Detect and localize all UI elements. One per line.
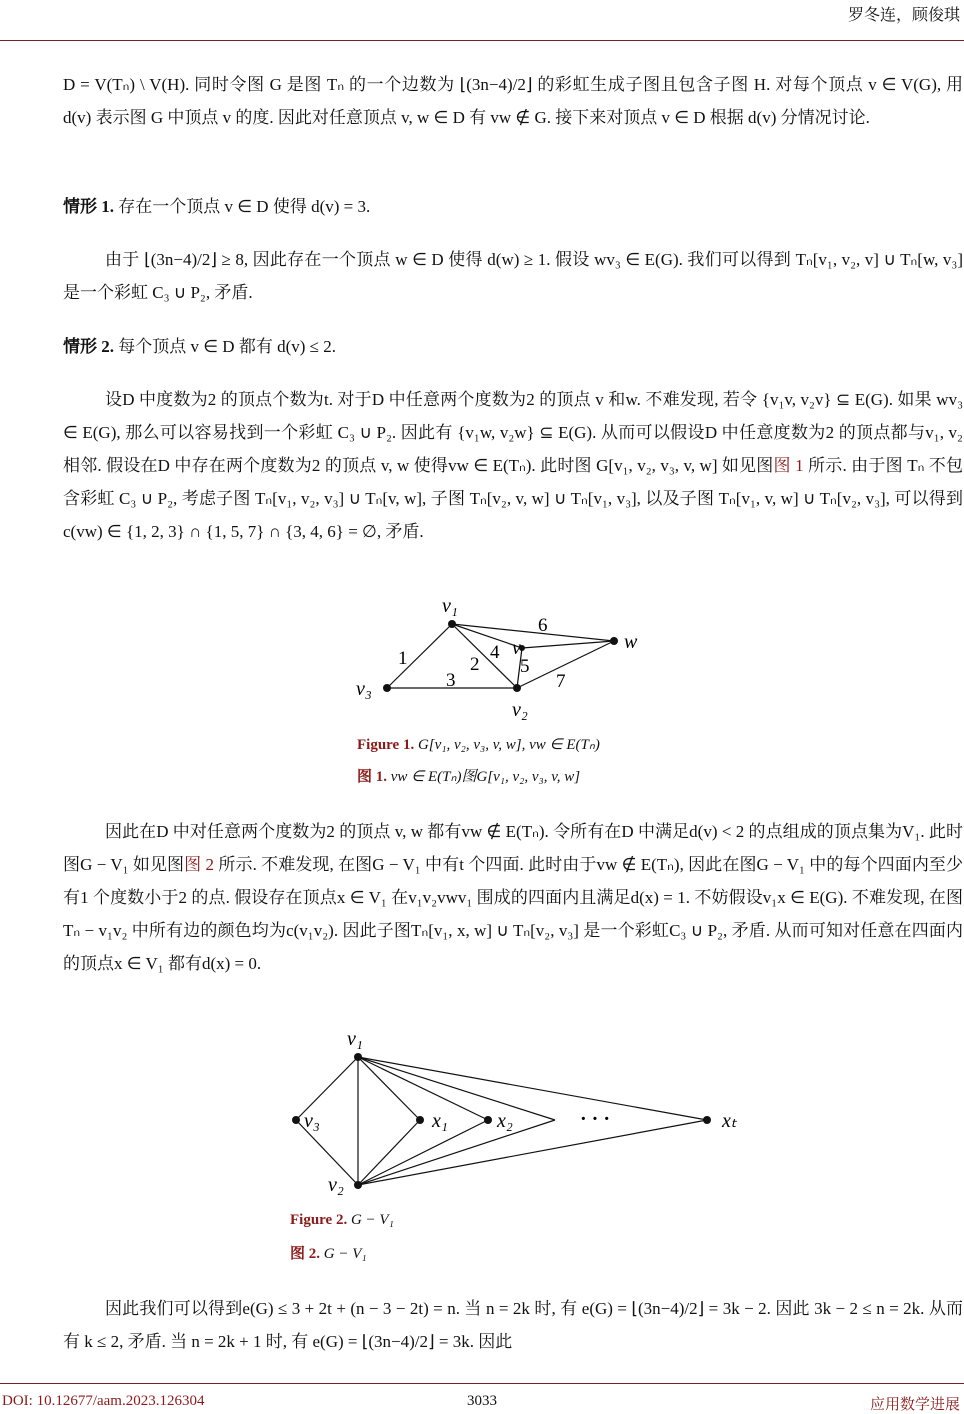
- vertex-xt: [703, 1116, 711, 1124]
- edge-label-3: 3: [446, 670, 456, 691]
- paragraph-main-2: [63, 815, 963, 980]
- vertex-v2: [354, 1181, 362, 1189]
- edge-label-5: 5: [520, 656, 530, 677]
- vertex-v3: [383, 684, 391, 692]
- figure-1-link[interactable]: 图 1: [773, 456, 804, 475]
- label-v3: v₃: [304, 1110, 320, 1132]
- edge-label-4: 4: [490, 642, 500, 663]
- figure-2-link[interactable]: 图 2: [184, 855, 215, 874]
- figure-1-caption-zh: [357, 765, 580, 786]
- running-header-authors: 罗冬连，顾俊琪: [847, 5, 960, 24]
- vertex-x1: [416, 1116, 424, 1124]
- figure-2-caption-en: [290, 1212, 394, 1229]
- case-2-text: 每个顶点 v ∈ D 都有 d(v) ≤ 2.: [118, 337, 336, 356]
- edge-label-7: 7: [556, 671, 566, 692]
- p3-text-b: 所示. 由于图 Tₙ 不包含彩虹 C₃ ∪ P₂, 考虑子图 Tₙ[v₁, v₂, v₃] ∪ Tₙ[v, w], 子图 Tₙ[v₂, v, w] ∪ Tₙ[v₁, v₃], 以及子图 Tₙ[v₁, v, w] ∪ Tₙ[v₂, v₃], 可以得到 c(vw) ∈ {1, 2, 3} ∩ {1, 5, 7} ∩ {3, 4, 6} = ∅, 矛盾.: [63, 456, 964, 541]
- vertex-x2: [484, 1116, 492, 1124]
- paragraph-intro: D = V(Tₙ) \ V(H). 同时令图 G 是图 Tₙ 的一个边数为 ⌊(3n−4)/2⌋ 的彩虹生成子图且包含子图 H. 对每个顶点 v ∈ V(G), 用 d(v) 表示图 G 中顶点 v 的度. 因此对任意顶点 v, w ∈ D 有 vw ∉ G. 接下来对顶点 v ∈ D 根据 d(v) 分情况讨论.: [63, 75, 963, 127]
- footer-doi[interactable]: DOI: 10.12677/aam.2023.126304: [2, 1393, 205, 1409]
- label-x1: x₁: [432, 1110, 448, 1132]
- paragraph-case-2: [63, 383, 963, 548]
- vertex-w: [610, 637, 618, 645]
- footer-journal[interactable]: 应用数学进展: [869, 1397, 960, 1413]
- vertex-v2: [513, 684, 521, 692]
- case-2-label: 情形 2.: [63, 337, 114, 356]
- footer-page-number: 3033: [467, 1393, 497, 1409]
- caption-text: G − V₁: [350, 1212, 394, 1228]
- edge-label-6: 6: [538, 615, 548, 636]
- edge-v1-v3: [387, 624, 452, 688]
- vertex-v1: [354, 1053, 362, 1061]
- figure-2-graph: [0, 1025, 964, 1200]
- paragraph-case-1: 由于 ⌊(3n−4)/2⌋ ≥ 8, 因此存在一个顶点 w ∈ D 使得 d(w) ≥ 1. 假设 wv₃ ∈ E(G). 我们可以得到 Tₙ[v₁, v₂, v] ∪ Tₙ[w, v₃] 是一个彩虹 C₃ ∪ P₂, 矛盾.: [63, 250, 963, 302]
- figure-1-caption-en: [357, 735, 600, 754]
- label-xt: xₜ: [722, 1110, 737, 1132]
- caption-key: Figure 1.: [357, 737, 415, 753]
- edge-label-2: 2: [470, 654, 480, 675]
- caption-key: 图 2.: [290, 1246, 321, 1262]
- figure-2-caption-zh: [290, 1242, 367, 1263]
- label-v: v: [512, 637, 521, 659]
- ellipsis: · · ·: [580, 1108, 611, 1130]
- edge-label-1: 1: [398, 648, 408, 669]
- vertex-v3: [292, 1116, 300, 1124]
- case-2-heading: [63, 330, 963, 363]
- case-1-label: 情形 1.: [63, 197, 114, 216]
- vertex-v1: [448, 620, 456, 628]
- caption-text: vw ∈ E(Tₙ)图G[v₁, v₂, v₃, v, w]: [390, 769, 581, 785]
- p3-text-a: 设D 中度数为2 的顶点个数为t. 对于D 中任意两个度数为2 的顶点 v 和w. 不难发现, 若令 {v₁v, v₂v} ⊆ E(G). 如果 wv₃ ∈ E(G), 那么可以容易找到一个彩虹 C₃ ∪ P₂. 因此有 {v₁w, v₂w} ⊆ E(G). 从而可以假设D 中任意度数为2 的顶点都与v₁, v₂ 相邻. 假设在D 中存在两个度数为2 的顶点 v, w 使得vw ∈ E(Tₙ). 此时图 G[v₁, v₂, v₃, v, w] 如见图: [63, 390, 963, 475]
- footer-rule: [0, 1383, 964, 1384]
- p4-text-a: 因此在D 中对任意两个度数为2 的顶点 v, w 都有vw ∉ E(Tₙ). 令所有在D 中满足d(v) < 2 的点组成的顶点集为V₁. 此时图G − V₁ 如见图: [63, 822, 963, 874]
- label-v2: v₂: [512, 699, 528, 721]
- caption-text: G[v₁, v₂, v₃, v, w], vw ∈ E(Tₙ): [417, 737, 600, 753]
- caption-key: Figure 2.: [290, 1212, 348, 1228]
- label-x2: x₂: [497, 1110, 513, 1132]
- edge-v1-v2: [452, 624, 517, 688]
- label-v1: v₁: [347, 1028, 363, 1050]
- p4-text-b: 所示. 不难发现, 在图G − V₁ 中有t 个四面. 此时由于vw ∉ E(Tₙ), 因此在图G − V₁ 中的每个四面内至少有1 个度数小于2 的点. 假设存在顶点x ∈ V₁ 在v₁v₂vwv₁ 围成的四面内且满足d(x) = 1. 不妨假设v₁x ∈ E(G). 不难发现, 在图Tₙ − v₁v₂ 中所有边的颜色均为c(v₁v₂). 因此子图Tₙ[v₁, x, w] ∪ Tₙ[v₂, v₃] 是一个彩虹C₃ ∪ P₂, 矛盾. 从而可知对任意在四面内的顶点x ∈ V₁ 都有d(x) = 0.: [63, 855, 964, 973]
- case-1-text: 存在一个顶点 v ∈ D 使得 d(v) = 3.: [118, 197, 371, 216]
- paragraph-conclusion: 因此我们可以得到e(G) ≤ 3 + 2t + (n − 3 − 2t) = n. 当 n = 2k 时, 有 e(G) = ⌊(3n−4)/2⌋ = 3k − 2. 因此 3k − 2 ≤ n = 2k. 从而有 k ≤ 2, 矛盾. 当 n = 2k + 1 时, 有 e(G) = ⌊(3n−4)/2⌋ = 3k. 因此: [63, 1299, 963, 1351]
- header-rule: [0, 40, 964, 41]
- label-v3: v₃: [356, 678, 372, 700]
- caption-text: G − V₁: [323, 1246, 367, 1262]
- edge-v2-w: [517, 641, 614, 688]
- figure-1-graph: [0, 590, 964, 730]
- label-w: w: [624, 631, 638, 653]
- case-1-heading: [63, 190, 963, 223]
- label-v2: v₂: [328, 1174, 344, 1196]
- caption-key: 图 1.: [357, 769, 388, 785]
- edge-v-w: [522, 641, 614, 648]
- label-v1: v₁: [442, 595, 458, 617]
